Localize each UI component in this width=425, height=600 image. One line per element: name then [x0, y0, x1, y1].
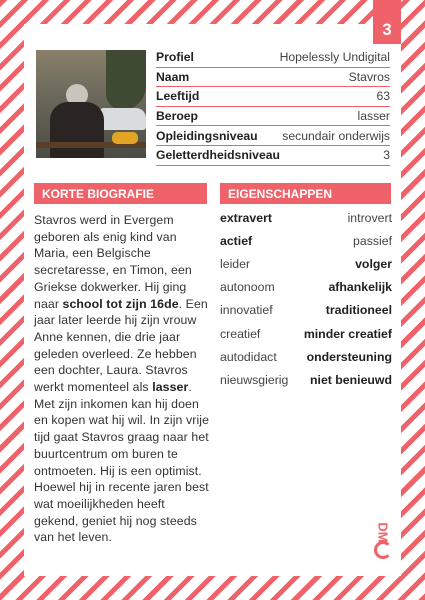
profile-row [156, 68, 390, 88]
profile-key: Leeftijd [156, 89, 200, 104]
profile-key: Geletterdheidsniveau [156, 148, 280, 163]
persona-photo [36, 50, 146, 158]
trait-right: introvert [347, 210, 392, 225]
trait-right: traditioneel [325, 303, 392, 318]
trait-row [220, 299, 392, 322]
profile-value: 3 [383, 148, 390, 163]
bio-header: KORTE BIOGRAFIE [34, 183, 207, 204]
profile-value: Stavros [348, 69, 390, 84]
trait-right: volger [355, 256, 392, 271]
profile-value: 63 [376, 89, 390, 104]
profile-value: Hopelessly Undigital [279, 50, 390, 65]
trait-right: afhankelijk [328, 280, 392, 295]
trait-row [220, 229, 392, 252]
bio-bold: lasser [152, 380, 189, 395]
bio-text [34, 212, 210, 546]
bio-part: . Met zijn inkomen kan hij doen en kopen wat hij wil. In zijn vrije tijd gaat Stavros graag naar het buurtcentrum om buren te ontmoeten. Hij is een optimist. Hoewel hij in recente jaren best wat moeilijkheden heeft gekend, geniet hij nog steeds van het leven. [34, 380, 210, 545]
trait-left: autonoom [220, 280, 275, 295]
profile-row [156, 146, 390, 166]
dm-logo-icon [369, 522, 397, 566]
profile-key: Opleidingsniveau [156, 128, 258, 143]
persona-card [24, 20, 401, 576]
bio-bold: school tot zijn 16de [62, 296, 179, 311]
trait-right: niet benieuwd [310, 372, 392, 387]
traits-header: EIGENSCHAPPEN [220, 183, 391, 204]
bio-part: . Een jaar later leerde hij zijn vrouw Anne kennen, die drie jaar geleden overleed. Ze hebben een dochter, Laura. Stavros werkt momenteel als [34, 296, 208, 395]
profile-value: secundair onderwijs [282, 128, 390, 143]
page-number-badge: 3 [373, 0, 401, 44]
trait-left: innovatief [220, 303, 273, 318]
trait-right: minder creatief [303, 326, 392, 341]
profile-row [156, 48, 390, 68]
profile-value: lasser [357, 109, 390, 124]
trait-left: autodidact [220, 349, 277, 364]
trait-left: creatief [220, 326, 261, 341]
logo-text: DM [375, 522, 391, 543]
trait-row [220, 322, 392, 345]
trait-row [220, 345, 392, 368]
profile-row [156, 87, 390, 107]
profile-key: Beroep [156, 109, 198, 124]
trait-row [220, 276, 392, 299]
profile-row [156, 126, 390, 146]
trait-left: leider [220, 256, 251, 271]
trait-right: ondersteuning [306, 349, 392, 364]
trait-row [220, 206, 392, 229]
bio-part: Stavros werd in Evergem geboren als enig kind van Maria, een Belgische secretaresse, en Timon, een Griekse dokwerker. Hij ging naar [34, 213, 192, 311]
trait-left: actief [220, 233, 253, 248]
trait-left: extravert [220, 210, 272, 225]
trait-row [220, 368, 392, 391]
trait-left: nieuwsgierig [220, 372, 289, 387]
profile-key: Profiel [156, 50, 194, 65]
profile-row [156, 107, 390, 127]
profile-key: Naam [156, 69, 190, 84]
profile-table [156, 48, 390, 166]
traits-list [220, 206, 392, 392]
trait-row [220, 252, 392, 275]
trait-right: passief [353, 233, 392, 248]
